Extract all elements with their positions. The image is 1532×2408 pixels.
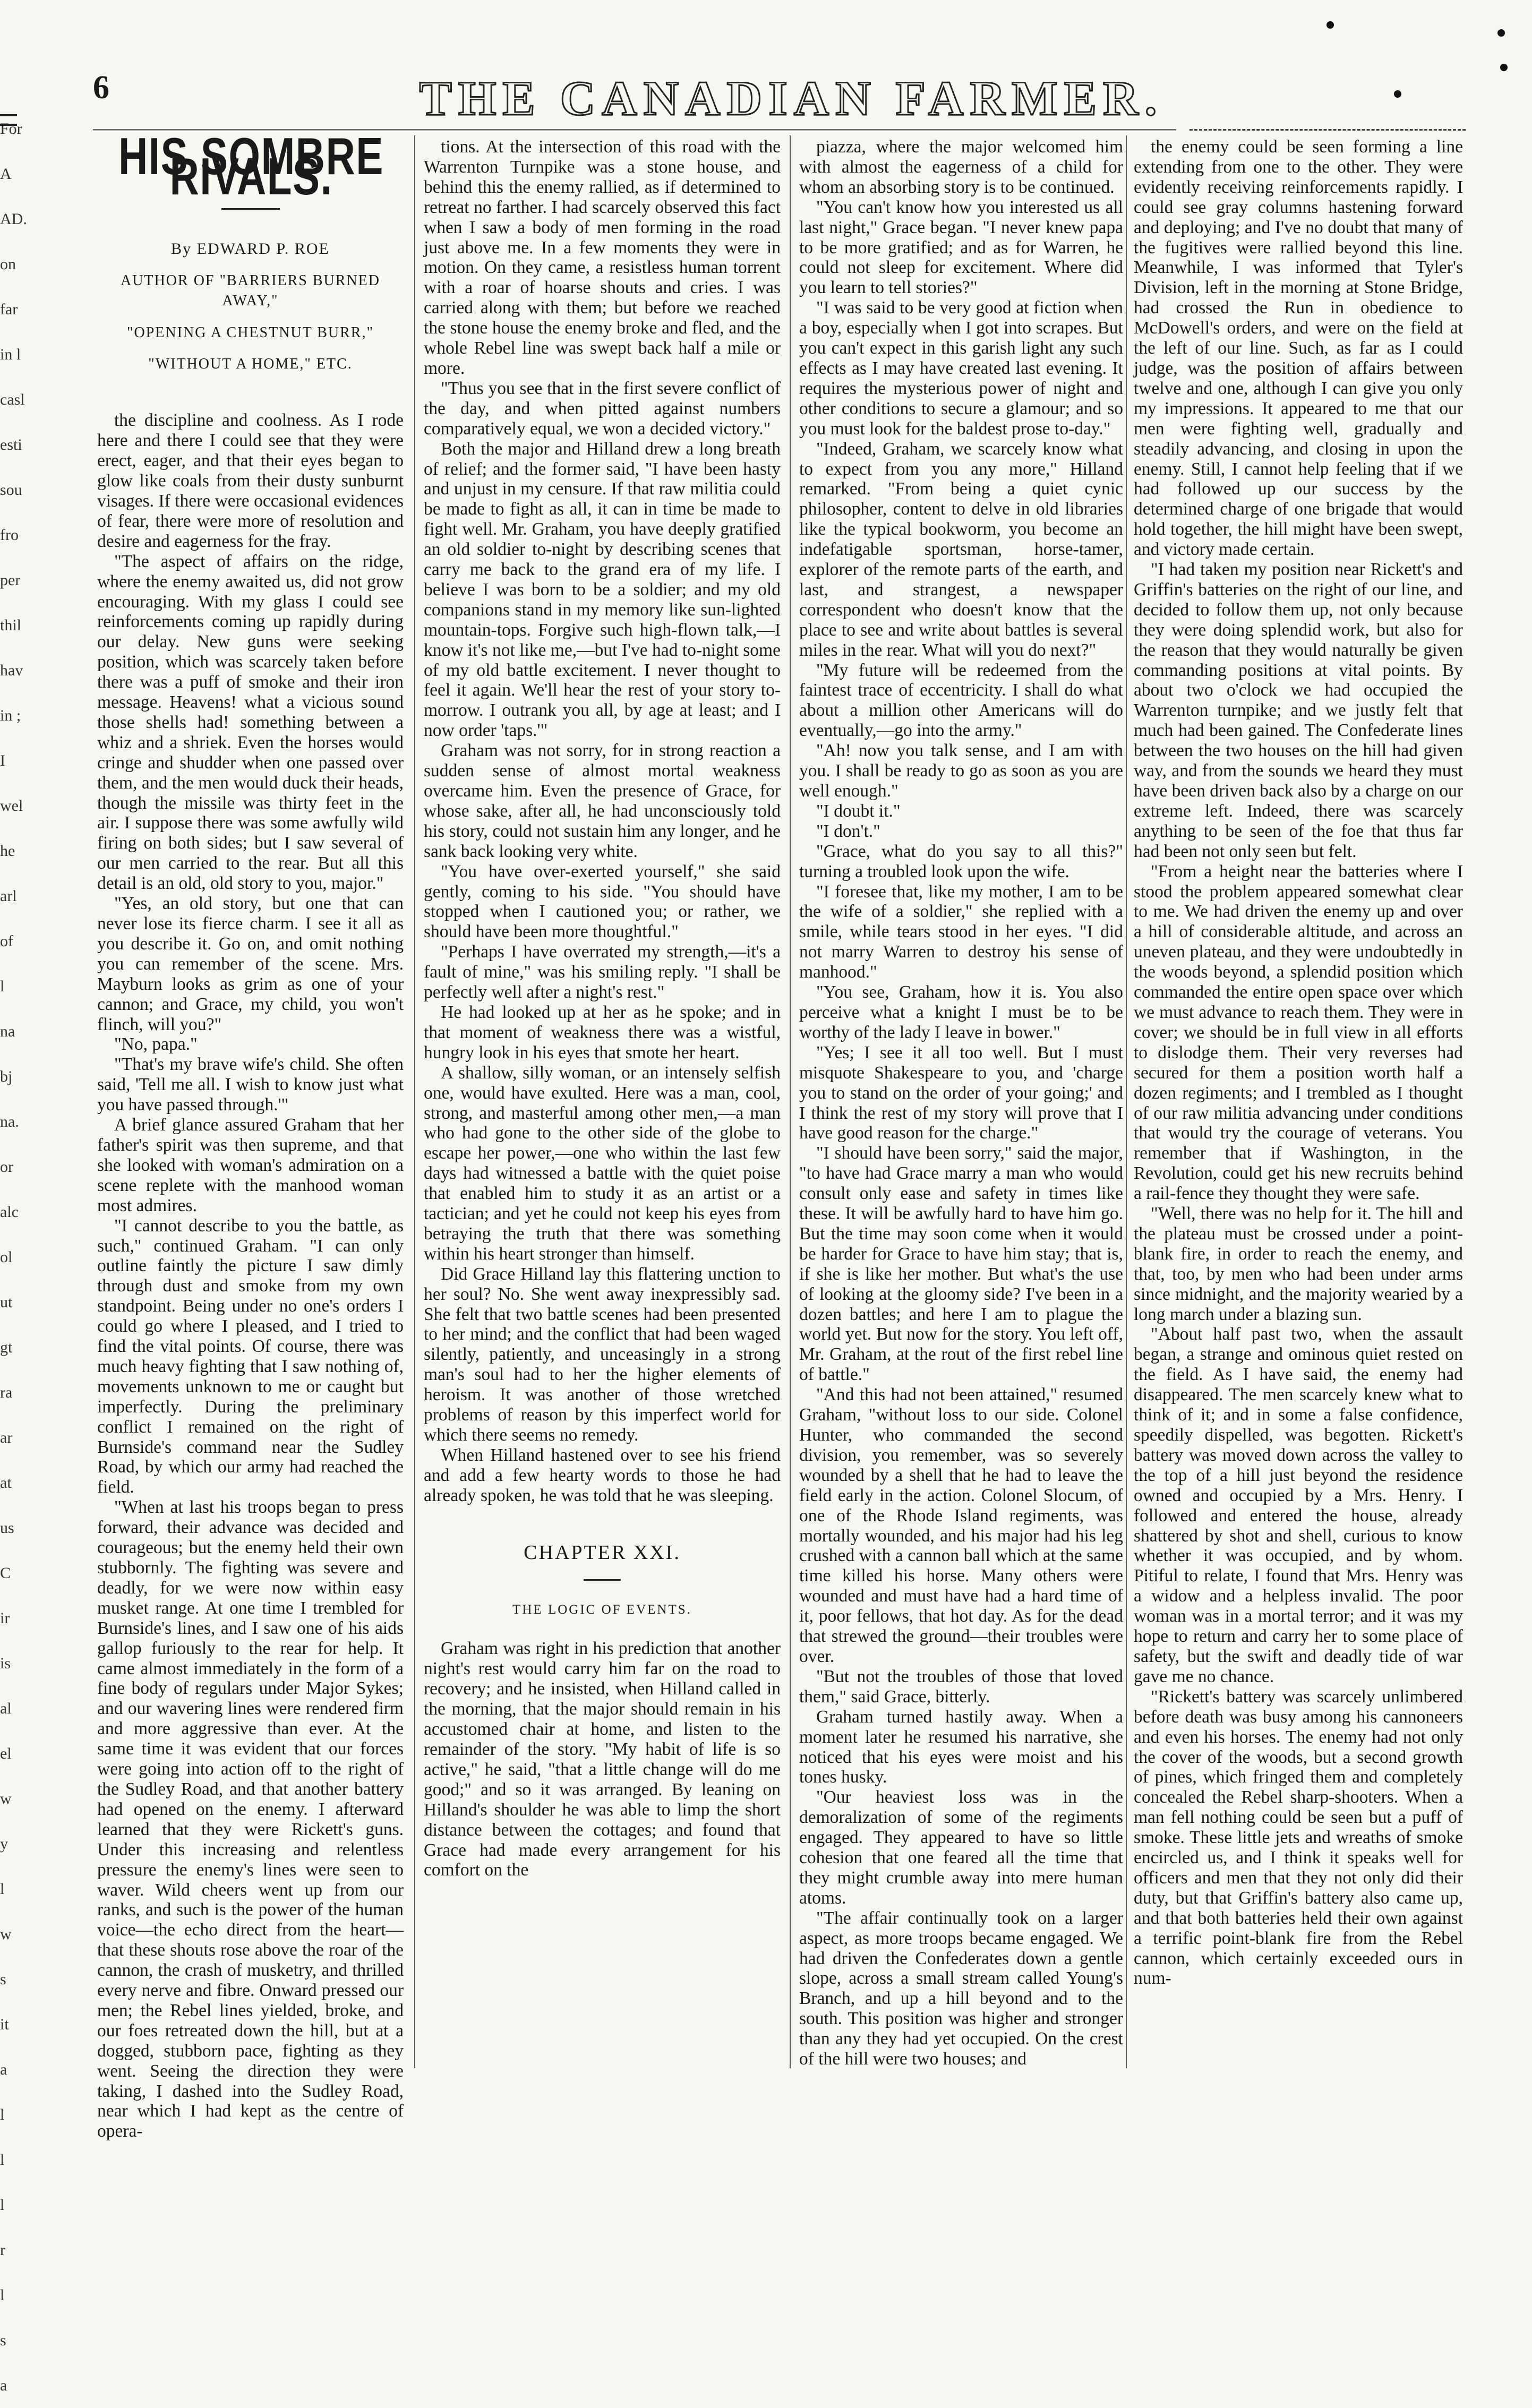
margin-fragment: thil <box>0 616 22 634</box>
chapter-rule <box>584 1579 621 1581</box>
print-dot <box>1326 21 1334 29</box>
paragraph: "I had taken my position near Rickett's and Griffin's batteries on the right of our line, and decided to follow them up, not only because they were doing splendid work, but also for the reason that they would naturally be given commanding positions at vital points. By about two o'clock we had occupied the Warrenton turnpike; and we justly felt that much had been gained. The Confederate lines between the two houses on the hill had given way, and from the sounds we heard they must have been driven back also by a charge on our extreme left. Indeed, there was scarcely anything to be seen of the foe that thus far had been not only seen but felt. <box>1134 560 1463 861</box>
paragraph: "I foresee that, like my mother, I am to be the wife of a soldier," she replied with a smile, while tears stood in her eyes. "I did not marry Warren to destroy his sense of manhood." <box>799 881 1123 982</box>
column-3-body <box>799 137 1123 2069</box>
paragraph: Did Grace Hilland lay this flattering unction to her soul? No. She went away inexpressibly sad. She felt that two battle scenes had been presented to her mind; and the conflict that had been waged silently, patiently, and unceasingly in a strong man's soul had to her the higher elements of heroism. It was another of those wretched problems of reason by this imperfect world for which there seems no remedy. <box>424 1264 781 1445</box>
margin-fragment: ol <box>0 1248 13 1266</box>
margin-fragment: A <box>0 165 12 183</box>
column-divider <box>414 135 415 2068</box>
margin-fragment: s <box>0 2332 6 2349</box>
column-4-body <box>1134 137 1463 1989</box>
margin-fragment: C <box>0 1564 11 1582</box>
left-margin-fragments <box>0 106 27 2408</box>
paragraph: "I cannot describe to you the battle, as such," continued Graham. "I can only outline faintly the picture I saw dimly through dust and smoke from my own standpoint. Being under no one's orders I could go where I pleased, and I tried to find the vital points. Of course, there was much heavy fighting that I saw nothing of, movements unknown to me or caught but imperfectly. During the preliminary conflict I remained on the right of Burnside's command near the Sudley Road, by which our army had reached the field. <box>97 1215 404 1497</box>
book-title: "OPENING A CHESTNUT BURR," <box>127 324 374 341</box>
margin-fragment: gt <box>0 1339 13 1356</box>
margin-fragment: na. <box>0 1113 19 1130</box>
column-2-body <box>424 137 781 1506</box>
margin-fragment: sou <box>0 481 22 499</box>
margin-fragment: he <box>0 842 15 860</box>
paragraph: "Rickett's battery was scarcely unlimbered before death was busy among his cannoneers and even his horses. The enemy had not only the cover of the woods, but a second growth of pines, which fringed them and completely concealed the Rebel sharp-shooters. When a man fell nothing could be seen but a puff of smoke. These little jets and wreaths of smoke encircled us, and I think it speaks well for officers and men that they not only did their duty, but that Griffin's battery also came up, and that both batteries held their own against a terrific point-blank fire from the Rebel cannon, which certainly exceeded ours in num- <box>1134 1686 1463 1989</box>
paragraph: "Yes, an old story, but one that can never lose its fierce charm. I see it all as you describe it. Go on, and omit nothing you can remember of the scene. Mrs. Mayburn looks as grim as one of your cannon; and Grace, my child, you won't flinch, will you?" <box>97 894 404 1034</box>
print-dot <box>1500 64 1508 71</box>
chapter-heading: CHAPTER XXI. <box>524 1541 681 1564</box>
column-4 <box>1134 137 1463 1989</box>
margin-fragment: a <box>0 2061 7 2078</box>
margin-fragment: arl <box>0 887 17 905</box>
print-dot <box>1497 29 1505 37</box>
paragraph: "About half past two, when the assault began, a strange and ominous quiet rested on the field. As I have said, the enemy had disappeared. The men scarcely knew what to think of it; and in some a false confidence, speedily dispelled, was begotten. Rickett's battery was moved down across the valley to the top of a hill just beyond the residence owned and occupied by a Mrs. Henry. I followed and entered the house, already shattered by shot and shell, curious to know whether it was occupied, and by whom. Pitiful to relate, I found that Mrs. Henry was a widow and a helpless invalid. The poor woman was in a mortal terror; and it was my hope to return and carry her to some place of safety, but the swift and deadly tide of war gave me no chance. <box>1134 1324 1463 1686</box>
paragraph: "You see, Graham, how it is. You also perceive what a knight I must be to be worthy of the lady I leave in bower." <box>799 982 1123 1042</box>
paragraph: "No, papa." <box>114 1034 198 1055</box>
column-2-chapter-body <box>424 1639 781 1880</box>
margin-fragment: I <box>0 752 5 769</box>
margin-fragment: in l <box>0 346 21 363</box>
margin-fragment: is <box>0 1655 11 1672</box>
margin-fragment: or <box>0 1158 13 1176</box>
margin-fragment: na <box>0 1023 15 1040</box>
margin-fragment: a <box>0 2377 7 2394</box>
margin-fragment: fro <box>0 526 19 544</box>
paragraph: "You can't know how you interested us all last night," Grace began. "I never knew papa to be more gratified; and as for Warren, he could not sleep for excitement. Where did you learn to tell stories?" <box>799 197 1123 298</box>
paragraph: He had looked up at her as he spoke; and in that moment of weakness there was a wistful, hungry look in his eyes that smote her heart. <box>424 1002 781 1062</box>
margin-mark <box>0 114 17 126</box>
margin-fragment: wel <box>0 797 23 815</box>
margin-fragment: w <box>0 1925 12 1943</box>
article-title: HIS SOMBRE RIVALS. <box>118 127 384 205</box>
author-of: AUTHOR OF "BARRIERS BURNED AWAY," <box>121 272 380 309</box>
chapter-subtitle: THE LOGIC OF EVENTS. <box>512 1602 692 1617</box>
book-title: "WITHOUT A HOME," ETC. <box>148 356 353 373</box>
column-1 <box>97 127 404 2141</box>
column-divider <box>1126 135 1127 2068</box>
margin-fragment: l <box>0 2196 5 2214</box>
margin-fragment: in ; <box>0 707 21 724</box>
paragraph: the discipline and coolness. As I rode here and there I could see that they were erect, eager, and that their eyes began to glow like coals from their dusty sunburnt visages. If there were occasional evidences of fear, there were more of resolution and desire and eagerness for the fray. <box>97 410 404 551</box>
margin-fragment: of l <box>0 932 13 995</box>
paragraph: "Perhaps I have overrated my strength,—it's a fault of mine," was his smiling reply. "I shall be perfectly well after a night's rest." <box>424 942 781 1002</box>
paragraph: "And this had not been attained," resumed Graham, "without loss to our side. Colonel Hunter, who commanded the second division, you remember, was so severely wounded by a shell that he had to leave the field early in the action. Colonel Slocum, of one of the Rhode Island regiments, was mortally wounded, and his major had his leg crushed with a cannon ball which at the same time killed his horse. Many others were wounded and must have had a hard time of it, poor fellows, that hot day. As for the dead that strewed the ground—their troubles were over. <box>799 1385 1123 1666</box>
margin-fragment: r <box>0 2241 5 2259</box>
margin-fragment: al <box>0 1700 12 1717</box>
paragraph: "I was said to be very good at fiction when a boy, especially when I got into scrapes. But you can't expect in this garish light any such effects as I may have created last evening. It requires the mysterious power of night and other conditions to secure a glamour; and so you must look for the baldest prose to-day." <box>799 298 1123 439</box>
paragraph: the enemy could be seen forming a line extending from one to the other. They were evidently receiving reinforcements rapidly. I could see gray columns hastening forward and deploying; and I've no doubt that many of the fugitives were rallied beyond this line. Meanwhile, I was informed that Tyler's Division, left in the morning at Stone Bridge, had crossed the Run in obedience to McDowell's orders, and were on the field at the left of our line. Such, as far as I could judge, was the position of affairs between twelve and one, although I can give you only my impressions. It appeared to me that our men were fighting well, gradually and steadily advancing, and closing in upon the enemy. Still, I cannot help feeling that if we had followed up our success by the determined charge of one brigade that would hold together, the hill might have been swept, and victory made certain. <box>1134 137 1463 560</box>
paragraph: "Indeed, Graham, we scarcely know what to expect from you any more," Hilland remarked. "From being a quiet cynic philosopher, content to delve in old libraries like the typical bookworm, you become an indefatigable sportsman, horse-tamer, explorer of the remote parts of the earth, and last, and strangest, a newspaper correspondent who doesn't know that the place to see and write about battles is several miles in the rear. What will you do next?" <box>799 439 1123 660</box>
paragraph: "I doubt it." <box>816 801 901 821</box>
byline: By EDWARD P. ROE <box>171 239 330 258</box>
margin-fragment: per <box>0 571 21 589</box>
print-dot <box>1394 90 1401 98</box>
paragraph: Graham was right in his prediction that another night's rest would carry him far on the road to recovery; and he insisted, when Hilland called in the morning, that the major should remain in his accustomed chair at home, and listen to the remainder of the story. "My habit of life is so active," he said, "that a little change will do me good;" and so it was arranged. By leaning on Hilland's shoulder he was able to limp the short distance between the cottages; and found that Grace had made every arrangement for his comfort on the <box>424 1639 781 1880</box>
margin-fragment: far <box>0 301 18 318</box>
margin-fragment: l <box>0 2286 5 2304</box>
paragraph: Graham was not sorry, for in strong reaction a sudden sense of almost mortal weakness overcame him. Even the presence of Grace, for whose sake, after all, he had unconsciously told his story, could not sustain him any longer, and he sank back looking very white. <box>424 741 781 861</box>
paragraph: "My future will be redeemed from the faintest trace of eccentricity. I shall do what about a million other Americans will do eventually,—go into the army." <box>799 660 1123 741</box>
margin-fragment: For <box>0 120 22 138</box>
paragraph: "Our heaviest loss was in the demoralization of some of the regiments engaged. They appeared to have so little cohesion that one feared all the time that they might crumble away into mere human atoms. <box>799 1787 1123 1908</box>
paragraph: A brief glance assured Graham that her father's spirit was then supreme, and that she looked with woman's admiration on a scene replete with the manhood woman most admires. <box>97 1115 404 1215</box>
paragraph: "The aspect of affairs on the ridge, where the enemy awaited us, did not grow encouraging. With my glass I could see reinforcements coming up rapidly during our delay. New guns were seeking position, which was scarcely taken before there was a puff of smoke and their iron message. Heavens! what a vicious sound those shells had! something between a whiz and a shriek. Even the horses would cringe and shudder when one passed over them, and the men would duck their heads, though the missile was thirty feet in the air. I suppose there was some awfully wild firing on both sides; but I saw several of our men carried to the rear. But all this detail is an old, old story to you, major." <box>97 551 404 894</box>
margin-fragment: it <box>0 2016 9 2033</box>
column-1-body <box>97 410 404 2141</box>
margin-fragment: hav <box>0 662 23 679</box>
paragraph: Graham turned hastily away. When a moment later he resumed his narrative, she noticed that his eyes were moist and his tones husky. <box>799 1707 1123 1787</box>
margin-fragment: el <box>0 1745 12 1762</box>
paragraph: "But not the troubles of those that loved them," said Grace, bitterly. <box>799 1666 1123 1707</box>
masthead: THE CANADIAN FARMER. <box>419 71 1163 125</box>
paragraph: "Well, there was no help for it. The hill and the plateau must be crossed under a point-blank fire, in order to reach the enemy, and that, too, by men who had been under arms since midnight, and the majority wearied by a long march under a blazing sun. <box>1134 1204 1463 1324</box>
margin-fragment: l <box>0 2151 5 2169</box>
margin-fragment: y <box>0 1835 8 1853</box>
paragraph: "Grace, what do you say to all this?" turning a troubled look upon the wife. <box>799 841 1123 881</box>
paragraph: When Hilland hastened over to see his friend and add a few hearty words to those he had already spoken, he was told that he was sleeping. <box>424 1445 781 1505</box>
paragraph: A shallow, silly woman, or an intensely selfish one, would have exulted. Here was a man, cool, strong, and masterful among other men,—a man who had gone to the other side of the globe to escape her power,—one who within the last few days had witnessed a battle with the quiet poise that enabled him to study it as an artist or a tactician; and yet he could not keep his eyes from betraying the truth that there was something within his heart stronger than himself. <box>424 1062 781 1264</box>
paragraph: tions. At the intersection of this road with the Warrenton Turnpike was a stone house, and behind this the enemy rallied, as if determined to retreat no farther. I had scarcely observed this fact when I saw a body of men forming in the road just above me. In a few moments they were in motion. On they came, a resistless human torrent with a roar of hoarse shouts and cries. I was carried along with them; but before we reached the stone house the enemy broke and fled, and the whole Rebel line was swept back half a mile or more. <box>424 137 781 378</box>
paragraph: "Ah! now you talk sense, and I am with you. I shall be ready to go as soon as you are well enough." <box>799 741 1123 801</box>
margin-fragment: AD. <box>0 210 27 228</box>
paragraph: piazza, where the major welcomed him with almost the eagerness of a child for whom an absorbing story is to be continued. <box>799 137 1123 197</box>
page-number: 6 <box>93 70 109 106</box>
margin-fragment: us <box>0 1519 14 1537</box>
margin-fragment: l <box>0 1880 5 1898</box>
paragraph: "Thus you see that in the first severe conflict of the day, and when pitted against numbers comparatively equal, we won a decided victory." <box>424 378 781 439</box>
margin-fragment: w <box>0 1790 12 1807</box>
column-3 <box>799 137 1123 2069</box>
margin-fragment: ir <box>0 1609 10 1627</box>
header-rule-right <box>1189 129 1466 131</box>
paragraph: "Yes; I see it all too well. But I must misquote Shakespeare to you, and 'charge you to stand on the order of your going;' and I think the rest of my story will prove that I have good reason for the charge." <box>799 1042 1123 1143</box>
margin-fragment: esti <box>0 436 22 453</box>
margin-fragment: ra <box>0 1384 13 1401</box>
paragraph: Both the major and Hilland drew a long breath of relief; and the former said, "I have been hasty and unjust in my censure. If that raw militia could be made to fight as all, it can in time be made to fight well. Mr. Graham, you have deeply gratified an old soldier to-night by describing scenes that carry me back to the grand era of my life. I believe I was born to be a soldier; and my old companions stand in my memory like sun-lighted mountain-tops. Forgive such high-flown talk,—I know it's not like me,—but I've had to-night some of my old battle excitement. I never thought to feel it again. We'll hear the rest of your story to-morrow. I outrank you all, by age at least; and I now order 'taps.'" <box>424 439 781 741</box>
margin-fragment: ar <box>0 1429 13 1446</box>
paragraph: "The affair continually took on a larger aspect, as more troops became engaged. We had driven the Confederates down a gentle slope, across a small stream called Young's Branch, and up a hill beyond and to the south. This position was higher and stronger than any they had yet occupied. On the crest of the hill were two houses; and <box>799 1908 1123 2069</box>
margin-fragment: bj <box>0 1068 13 1085</box>
margin-fragment: s <box>0 1970 6 1988</box>
margin-fragment: ut <box>0 1293 13 1311</box>
paragraph: "That's my brave wife's child. She often said, 'Tell me all. I wish to know just what you have passed through.'" <box>97 1055 404 1115</box>
margin-fragment: alc <box>0 1203 19 1221</box>
paragraph: "I don't." <box>816 821 880 841</box>
paragraph: "I should have been sorry," said the major, "to have had Grace marry a man who would consult only ease and safety in times like these. It will be awfully hard to have him go. But the time may soon come when it would be harder for Grace to have him stay; that is, if she is like her mother. But what's the use of looking at the gloomy side? I've been in a dozen battles; and here I am to plague the world yet. But now for the story. You left off, Mr. Graham, at the rout of the first rebel line of battle." <box>799 1143 1123 1385</box>
paragraph: "From a height near the batteries where I stood the problem appeared somewhat clear to me. We had driven the enemy up and over a hill of considerable altitude, and across an uneven plateau, and they were undoubtedly in the woods beyond, a splendid position which commanded the entire open space over which we must advance to reach them. They were in cover; we should be in full view in all efforts to dislodge them. Their very reverses had secured for them a position worth half a dozen regiments; and I trembled as I thought of our raw militia advancing under conditions that would try the courage of veterans. You remember that if Washington, in the Revolution, could get his new recruits behind a rail-fence they thought they were safe. <box>1134 861 1463 1204</box>
margin-fragment: at <box>0 1474 12 1492</box>
title-rule <box>221 208 280 210</box>
column-divider <box>790 135 791 2068</box>
paragraph: "You have over-exerted yourself," she said gently, coming to his side. "You should have stopped when I cautioned you; or rather, we should have been more thoughtful." <box>424 861 781 942</box>
margin-fragment: on <box>0 255 16 273</box>
margin-fragment: casl <box>0 391 25 408</box>
margin-fragment: l <box>0 2106 5 2123</box>
column-2 <box>424 137 781 1880</box>
paragraph: "When at last his troops began to press forward, their advance was decided and courageous; but the enemy held their own stubbornly. The fighting was severe and deadly, for we were now within easy musket range. At one time I trembled for Burnside's lines, and I saw one of his aids gallop furiously to the rear for help. It came almost immediately in the form of a fine body of regulars under Major Sykes; and our wavering lines were rendered firm and more aggressive than ever. At the same time it was evident that our forces were going into action off to the right of the Sudley Road, and that another battery had opened on the enemy. I afterward learned that they were Rickett's guns. Under this increasing and relentless pressure the enemy's lines were seen to waver. Wild cheers went up from our ranks, and such is the power of the human voice—the echo direct from the heart—that these shouts rose above the roar of the cannon, the crash of musketry, and thrilled every nerve and fibre. Onward pressed our men; the Rebel lines yielded, broke, and our foes retreated down the hill, but at a dogged, stubborn pace, fighting as they went. Seeing the direction they were taking, I dashed into the Sudley Road, near which I had kept as the centre of opera- <box>97 1497 404 2141</box>
